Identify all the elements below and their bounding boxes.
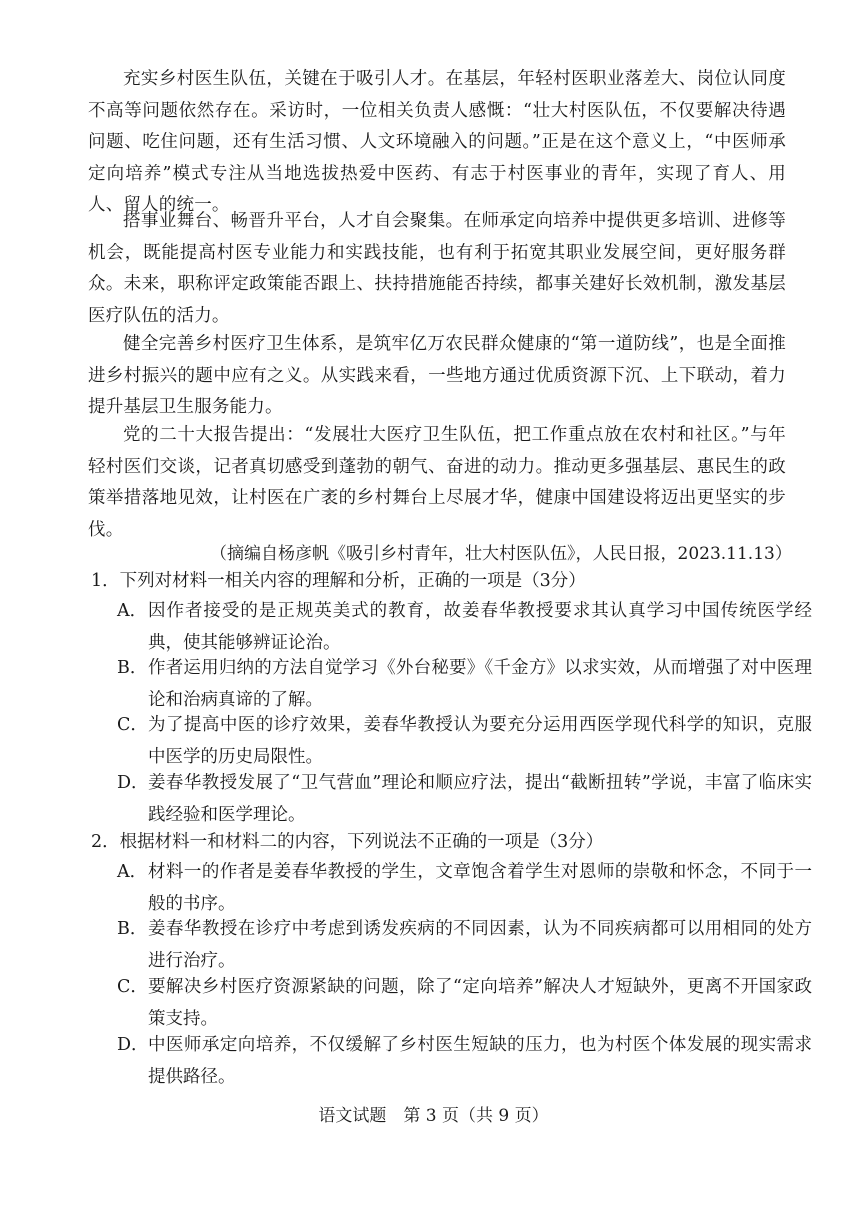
option-letter: C． [117, 977, 148, 997]
question-2-option-d [117, 1030, 812, 1093]
option-text: 中医师承定向培养，不仅缓解了乡村医生短缺的压力，也为村医个体发展的现实需求提供路径。 [148, 1035, 812, 1087]
question-2-stem: 2．根据材料一和材料二的内容，下列说法不正确的一项是（3分） [91, 832, 604, 852]
paragraph-4: 党的二十大报告提出：“发展壮大医疗卫生队伍，把工作重点放在农村和社区。”与年轻村医们交谈，记者真切感受到蓬勃的朝气、奋进的动力。推动更多强基层、惠民生的政策举措落地见效，让村医在广袤的乡村舞台上尽展才华，健康中国建设将迈出更坚实的步伐。 [88, 425, 786, 540]
paragraph-3: 健全完善乡村医疗卫生体系，是筑牢亿万农民群众健康的“第一道防线”，也是全面推进乡村振兴的题中应有之义。从实践来看，一些地方通过优质资源下沉、上下联动，着力提升基层卫生服务能力。 [88, 334, 786, 417]
option-text: 姜春华教授发展了“卫气营血”理论和顺应疗法，提出“截断扭转”学说，丰富了临床实践经验和医学理论。 [148, 773, 812, 825]
question-2-option-c [117, 972, 812, 1035]
option-letter: C． [117, 715, 148, 735]
option-text: 姜春华教授在诊疗中考虑到诱发疾病的不同因素，认为不同疾病都可以用相同的处方进行治疗。 [148, 919, 812, 971]
option-text: 为了提高中医的诊疗效果，姜春华教授认为要充分运用西医学现代科学的知识，克服中医学的历史局限性。 [148, 715, 812, 767]
paragraph-2: 搭事业舞台、畅晋升平台，人才自会聚集。在师承定向培养中提供更多培训、进修等机会，既能提高村医专业能力和实践技能，也有利于拓宽其职业发展空间，更好服务群众。未来，职称评定政策能否跟上、扶持措施能否持续，都事关建好长效机制，激发基层医疗队伍的活力。 [88, 211, 786, 326]
question-2-option-a [117, 857, 812, 920]
option-letter: A． [117, 601, 148, 621]
option-letter: A． [117, 862, 148, 882]
option-letter: D． [117, 1035, 149, 1055]
option-letter: B． [117, 658, 148, 678]
option-text: 材料一的作者是姜春华教授的学生，文章饱含着学生对恩师的崇敬和怀念，不同于一般的书序。 [148, 862, 812, 914]
question-1-option-d [117, 768, 812, 831]
paragraph-1: 充实乡村医生队伍，关键在于吸引人才。在基层，年轻村医职业落差大、岗位认同度不高等问题依然存在。采访时，一位相关负责人感慨：“壮大村医队伍，不仅要解决待遇问题、吃住问题，还有生活习惯、人文环境融入的问题。”正是在这个意义上，“中医师承定向培养”模式专注从当地选拔热爱中医药、有志于村医事业的青年，实现了育人、用人、留人的统一。 [88, 69, 786, 215]
question-1-option-a [117, 596, 812, 659]
source-citation: （摘编自杨彦帆《吸引乡村青年，壮大村医队伍》，人民日报，2023.11.13） [210, 544, 792, 564]
question-1-option-c [117, 710, 812, 773]
option-text: 作者运用归纳的方法自觉学习《外台秘要》《千金方》以求实效，从而增强了对中医理论和治病真谛的了解。 [148, 658, 812, 710]
question-2-option-b [117, 914, 812, 977]
option-letter: B． [117, 919, 148, 939]
question-1-option-b [117, 653, 812, 716]
page-footer: 语文试题 第 3 页（共 9 页） [318, 1106, 549, 1126]
question-1-stem: 1．下列对材料一相关内容的理解和分析，正确的一项是（3分） [91, 571, 586, 591]
option-letter: D． [117, 773, 149, 793]
option-text: 因作者接受的是正规英美式的教育，故姜春华教授要求其认真学习中国传统医学经典，使其能够辨证论治。 [148, 601, 812, 653]
option-text: 要解决乡村医疗资源紧缺的问题，除了“定向培养”解决人才短缺外，更离不开国家政策支持。 [148, 977, 812, 1029]
